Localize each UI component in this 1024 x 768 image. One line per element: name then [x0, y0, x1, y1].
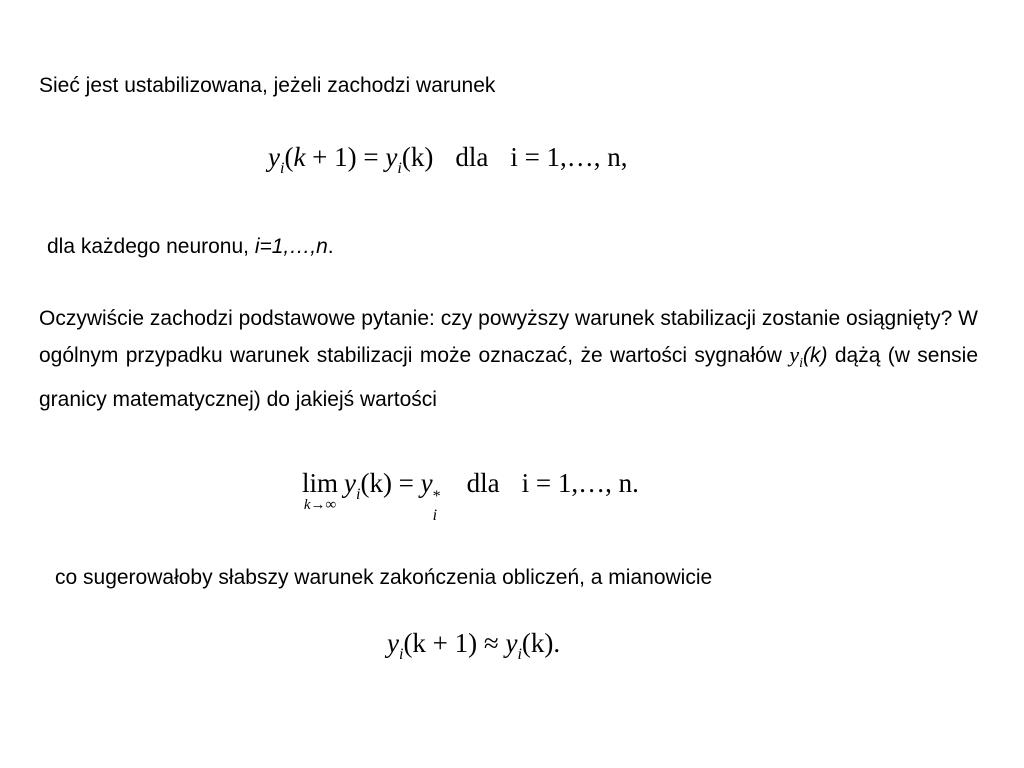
- eq1-y: y: [268, 142, 280, 172]
- para-var-arg: (k): [802, 344, 828, 367]
- eq1-sub2: i: [397, 160, 402, 177]
- para-var-sub: i: [799, 356, 803, 372]
- explanation-paragraph: [39, 301, 978, 418]
- eq1-k: k: [293, 142, 306, 172]
- lim-subscript: k→∞: [303, 497, 337, 513]
- eq2-star: *: [432, 488, 441, 505]
- lim-text: lim: [302, 468, 339, 498]
- para-before: Oczywiście zachodzi podstawowe pytanie: czy powyższy warunek stabilizacji zostanie osiągnięty? W ogólnym przypadku warunek stabilizacji może oznaczać, że wartości sygnałów: [39, 307, 978, 367]
- eq1-rhs: (k): [401, 142, 434, 172]
- equation-limit: [302, 466, 639, 524]
- equation-stabilization: [268, 140, 628, 179]
- eq3-lhs: (k + 1) ≈: [403, 628, 506, 658]
- neuron-text: [47, 230, 334, 263]
- neuron-text-suffix: .: [327, 235, 334, 258]
- weaker-condition-text: co sugerowałoby słabszy warunek zakończenia obliczeń, a mianowicie: [55, 566, 713, 589]
- eq3-sub: i: [398, 646, 404, 663]
- eq1-equals: =: [356, 142, 386, 172]
- eq2-mid: (k) =: [360, 468, 421, 498]
- eq3-sub2: i: [517, 646, 522, 663]
- neuron-text-prefix: dla każdego neuronu,: [47, 235, 255, 258]
- eq1-open: (: [284, 142, 294, 172]
- intro-text: Sieć jest ustabilizowana, jeżeli zachodzi warunek: [39, 74, 496, 97]
- eq3-y: y: [387, 628, 399, 658]
- eq2-star-sub: i: [432, 507, 438, 524]
- eq1-dla: dla: [455, 142, 489, 172]
- eq2-y: y: [344, 468, 356, 498]
- equation-approx: [387, 626, 560, 665]
- eq1-sub: i: [279, 160, 285, 177]
- eq1-y2: y: [385, 142, 398, 172]
- para-after: dążą (w sensie granicy matematycznej) do jakiejś wartości: [39, 344, 978, 412]
- eq3-rhs: (k).: [521, 628, 561, 658]
- eq1-plus: + 1: [305, 142, 348, 172]
- eq1-range: i = 1,…, n,: [510, 142, 628, 172]
- eq1-close: ): [347, 142, 357, 172]
- lim-operator: [302, 466, 338, 512]
- eq2-sub: i: [356, 486, 361, 503]
- eq2-range: i = 1,…, n.: [521, 468, 639, 498]
- neuron-range: i=1,…,n: [254, 235, 328, 258]
- eq2-dla: dla: [466, 468, 500, 498]
- eq2-y-star: y: [420, 468, 433, 498]
- para-var-y: y: [789, 342, 800, 367]
- eq3-y2: y: [505, 628, 518, 658]
